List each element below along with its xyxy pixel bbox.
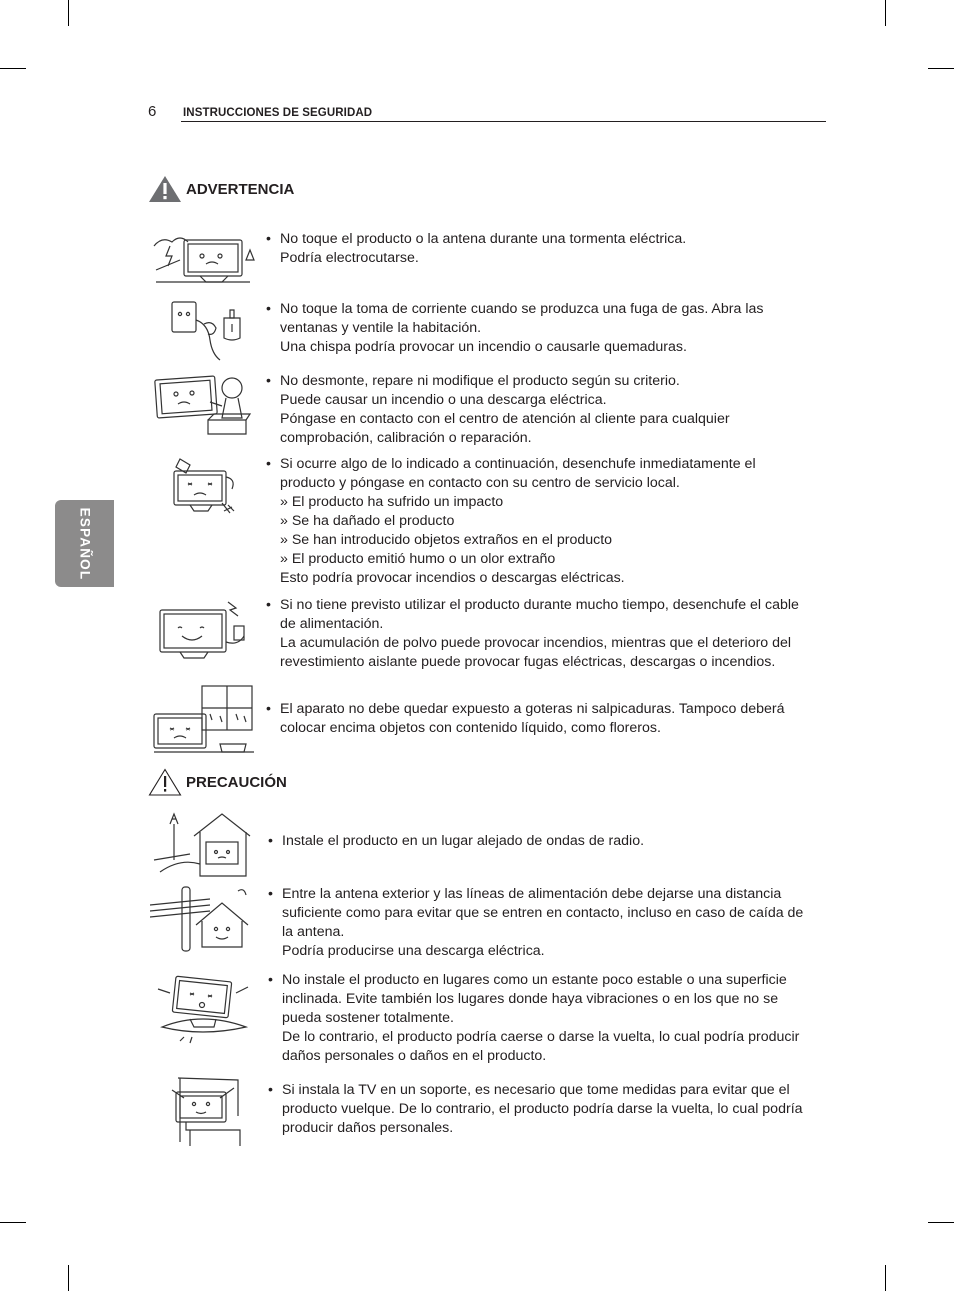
text-line: » El producto emitió humo o un olor extraño xyxy=(280,551,556,567)
caution-item-text xyxy=(268,1081,813,1138)
text-line: No toque la toma de corriente cuando se produzca una fuga de gas. Abra las xyxy=(280,301,764,317)
caution-item xyxy=(150,971,830,1067)
text-line: Póngase en contacto con el centro de atención al cliente para cualquier xyxy=(280,411,730,427)
text-line: producto vuelque. De lo contrario, el producto podría darse la vuelta, lo cual podría xyxy=(282,1101,803,1117)
caution-item xyxy=(150,885,830,965)
tv-damaged-icon xyxy=(150,455,260,521)
bullet: • xyxy=(268,972,273,988)
caution-item xyxy=(150,810,830,878)
warning-item-text xyxy=(266,300,811,357)
text-line: daños personales o daños en el producto. xyxy=(282,1048,547,1064)
text-line: » El producto ha sufrido un impacto xyxy=(280,494,504,510)
text-line: comprobación, calibración o reparación. xyxy=(280,430,532,446)
tv-water-icon xyxy=(150,684,260,756)
warning-item xyxy=(150,596,830,671)
bullet: • xyxy=(268,886,273,902)
page-header xyxy=(148,103,826,123)
gas-leak-outlet-icon xyxy=(150,300,260,364)
text-line: ventanas y ventile la habitación. xyxy=(280,320,482,336)
crop-mark xyxy=(885,0,886,26)
warning-item xyxy=(150,455,830,590)
text-line: producto y póngase en contacto con su centro de servicio local. xyxy=(280,475,680,491)
section-title: INSTRUCCIONES DE SEGURIDAD xyxy=(183,107,373,119)
caution-item-text xyxy=(268,832,813,851)
text-line: Si ocurre algo de lo indicado a continuación, desenchufe inmediatamente el xyxy=(280,456,756,472)
text-line: Instale el producto en un lugar alejado de ondas de radio. xyxy=(282,833,645,849)
crop-mark xyxy=(0,68,26,69)
warning-item-text xyxy=(266,596,811,672)
caution-item-text xyxy=(268,971,813,1066)
caution-item xyxy=(150,1076,830,1146)
text-line: » Se ha dañado el producto xyxy=(280,513,455,529)
text-line: No instale el producto en lugares como un estante poco estable o una superficie xyxy=(282,972,787,988)
bullet: • xyxy=(268,833,273,849)
text-line: Podría producirse una descarga eléctrica. xyxy=(282,943,545,959)
warning-heading-text: ADVERTENCIA xyxy=(186,181,295,198)
tv-unstable-icon xyxy=(150,971,260,1047)
text-line: Esto podría provocar incendios o descargas eléctricas. xyxy=(280,570,625,586)
text-line: No desmonte, repare ni modifique el producto según su criterio. xyxy=(280,373,680,389)
text-line: colocar encima objetos con contenido líquido, como floreros. xyxy=(280,720,661,736)
text-line: Si instala la TV en un soporte, es necesario que tome medidas para evitar que el xyxy=(282,1082,790,1098)
caution-outline-icon xyxy=(148,768,182,796)
text-line: pueda sostener totalmente. xyxy=(282,1010,454,1026)
text-line: suficiente como para evitar que se entren en contacto, incluso en caso de caída de xyxy=(282,905,804,921)
warning-item xyxy=(150,684,830,756)
text-line: De lo contrario, el producto podría caerse o darse la vuelta, lo cual podría producir xyxy=(282,1029,800,1045)
text-line: de alimentación. xyxy=(280,616,384,632)
page-number: 6 xyxy=(148,103,157,120)
warning-item xyxy=(150,372,830,450)
warning-item-text xyxy=(266,372,811,448)
bullet: • xyxy=(266,373,271,389)
tv-radio-waves-icon xyxy=(150,810,260,878)
bullet: • xyxy=(268,1082,273,1098)
crop-mark xyxy=(928,1222,954,1223)
bullet: • xyxy=(266,301,271,317)
bullet: • xyxy=(266,701,271,717)
bullet: • xyxy=(266,597,271,613)
warning-item xyxy=(150,300,830,364)
text-line: » Se han introducido objetos extraños en el producto xyxy=(280,532,613,548)
antenna-powerline-icon xyxy=(150,885,260,955)
text-line: Si no tiene previsto utilizar el producto durante mucho tiempo, desenchufe el cable xyxy=(280,597,799,613)
crop-mark xyxy=(928,68,954,69)
text-line: Entre la antena exterior y las líneas de alimentación debe dejarse una distancia xyxy=(282,886,782,902)
crop-mark xyxy=(0,1222,26,1223)
crop-mark xyxy=(68,1265,69,1291)
text-line: No toque el producto o la antena durante una tormenta eléctrica. xyxy=(280,231,687,247)
text-line: Podría electrocutarse. xyxy=(280,250,419,266)
tv-repair-icon xyxy=(150,372,260,438)
tv-unplug-icon xyxy=(150,596,260,666)
text-line: revestimiento aislante puede provocar fugas eléctricas, descargas o incendios. xyxy=(280,654,776,670)
warning-item-text xyxy=(266,455,811,588)
bullet: • xyxy=(266,456,271,472)
language-tab-label: ESPAÑOL xyxy=(77,507,92,580)
text-line: Puede causar un incendio o una descarga eléctrica. xyxy=(280,392,607,408)
text-line: producir daños personales. xyxy=(282,1120,454,1136)
warning-item xyxy=(150,230,830,285)
bullet: • xyxy=(266,231,271,247)
tv-stand-fastened-icon xyxy=(150,1076,260,1146)
language-tab xyxy=(55,500,114,587)
text-line: El aparato no debe quedar expuesto a goteras ni salpicaduras. Tampoco deberá xyxy=(280,701,785,717)
text-line: Una chispa podría provocar un incendio o causarle quemaduras. xyxy=(280,339,687,355)
caution-heading-text: PRECAUCIÓN xyxy=(186,774,287,791)
text-line: inclinada. Evite también los lugares donde haya vibraciones o en los que no se xyxy=(282,991,779,1007)
tv-lightning-icon xyxy=(150,230,260,292)
warning-item-text xyxy=(266,700,811,738)
crop-mark xyxy=(68,0,69,26)
header-rule xyxy=(181,121,826,122)
warning-item-text xyxy=(266,230,811,268)
text-line: La acumulación de polvo puede provocar incendios, mientras que el deterioro del xyxy=(280,635,792,651)
crop-mark xyxy=(885,1265,886,1291)
text-line: la antena. xyxy=(282,924,345,940)
caution-item-text xyxy=(268,885,813,961)
warning-filled-icon xyxy=(148,175,182,203)
